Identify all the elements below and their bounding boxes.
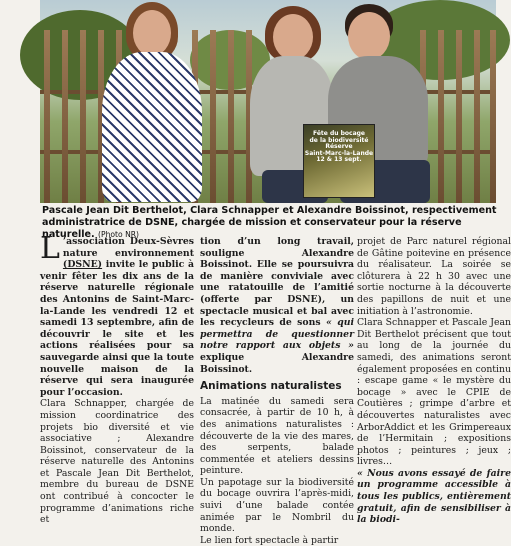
article-paragraph: Le lien fort spectacle à partir (200, 534, 339, 546)
article-paragraph: Un papotage sur la biodiversité du bocage ouvrira l’après-midi, suivi d’une balade contée animée par le Nombril du monde. (200, 476, 354, 535)
event-booklet: Fête du bocage de la biodiversité Réserve Saint-Marc-la-Lande 12 & 13 sept. (303, 124, 375, 198)
quote: « qui permettra de questionner notre rapport aux objets » (200, 317, 354, 352)
article-column-3 (357, 236, 511, 526)
article-paragraph: L ’association Deux-Sèvres nature environnement (DSNE) invite le public à venir fêter les dix ans de la réserve naturelle régionale des Antonins de Saint-Marc-la-Lande les vendredi 12 et samedi 13 septembre, afin de découvrir le site et les actions réalisées pour sa sauvegarde ainsi que la toute nouvelle maison de la réserve qui sera inaugurée pour l’occasion. (40, 231, 194, 398)
caption-text: Pascale Jean Dit Berthelot, Clara Schnapper et Alexandre Boissinot, respectivement administratrice de DSNE, chargée de mission et conservateur pour la réserve naturelle. (42, 205, 497, 240)
article-paragraph: Clara Schnapper et Pascale Jean Dit Berthelot précisent que tout au long de la journée du samedi, des animations seront également proposées en continu : escape game « le mystère du bocage » avec le CPIE de Coutières ; grimpe d’arbre et découvertes naturalistes avec ArborAddict et les Grimpereaux de l’Hermitain ; expositions photos ; peintures ; jeux ; livres… (357, 317, 511, 468)
drop-cap: L (40, 231, 60, 266)
article-photo (40, 0, 496, 203)
article-column-2 (200, 236, 354, 546)
dsne-link: (DSNE) (62, 259, 103, 271)
article-paragraph: La matinée du samedi sera consacrée, à partir de 10 h, à des animations naturalistes : découverte de la vie des mares, des serpents, balade commentée et ateliers dessins peinture. (200, 395, 354, 477)
quote-paragraph: « Nous avons essayé de faire un programme accessible à tous les publics, entièrement gratuit, afin de sensibiliser à la biodi- (357, 467, 511, 526)
article-paragraph: projet de Parc naturel régional de Gâtine poitevine en présence du réalisateur. La soirée se clôturera à 22 h 30 avec une sortie nocturne à la découverte des papillons de nuit et une initiation à l’astronomie. (357, 236, 511, 317)
article-paragraph: tion d’un long travail, souligne Alexandre Boissinot. Elle se poursuivra de manière conviviale avec une ratatouille de l’amitié (offerte par DSNE), un spectacle musical et bal avec les recycleurs de sons « qui permettra de questionner notre rapport aux objets » explique Alexandre Boissinot. (200, 236, 354, 375)
section-subheading: Animations naturalistes (200, 380, 342, 393)
article-paragraph: Clara Schnapper, chargée de mission coordinatrice des projets bio diversité et vie associative ; Alexandre Boissinot, conservateur de la réserve naturelle des Antonins et Pascale Jean Dit Berthelot, membre du bureau de DSNE ont contribué à concocter le programme d’animations riche et (40, 398, 194, 526)
photo-credit: (Photo NR) (98, 229, 139, 239)
